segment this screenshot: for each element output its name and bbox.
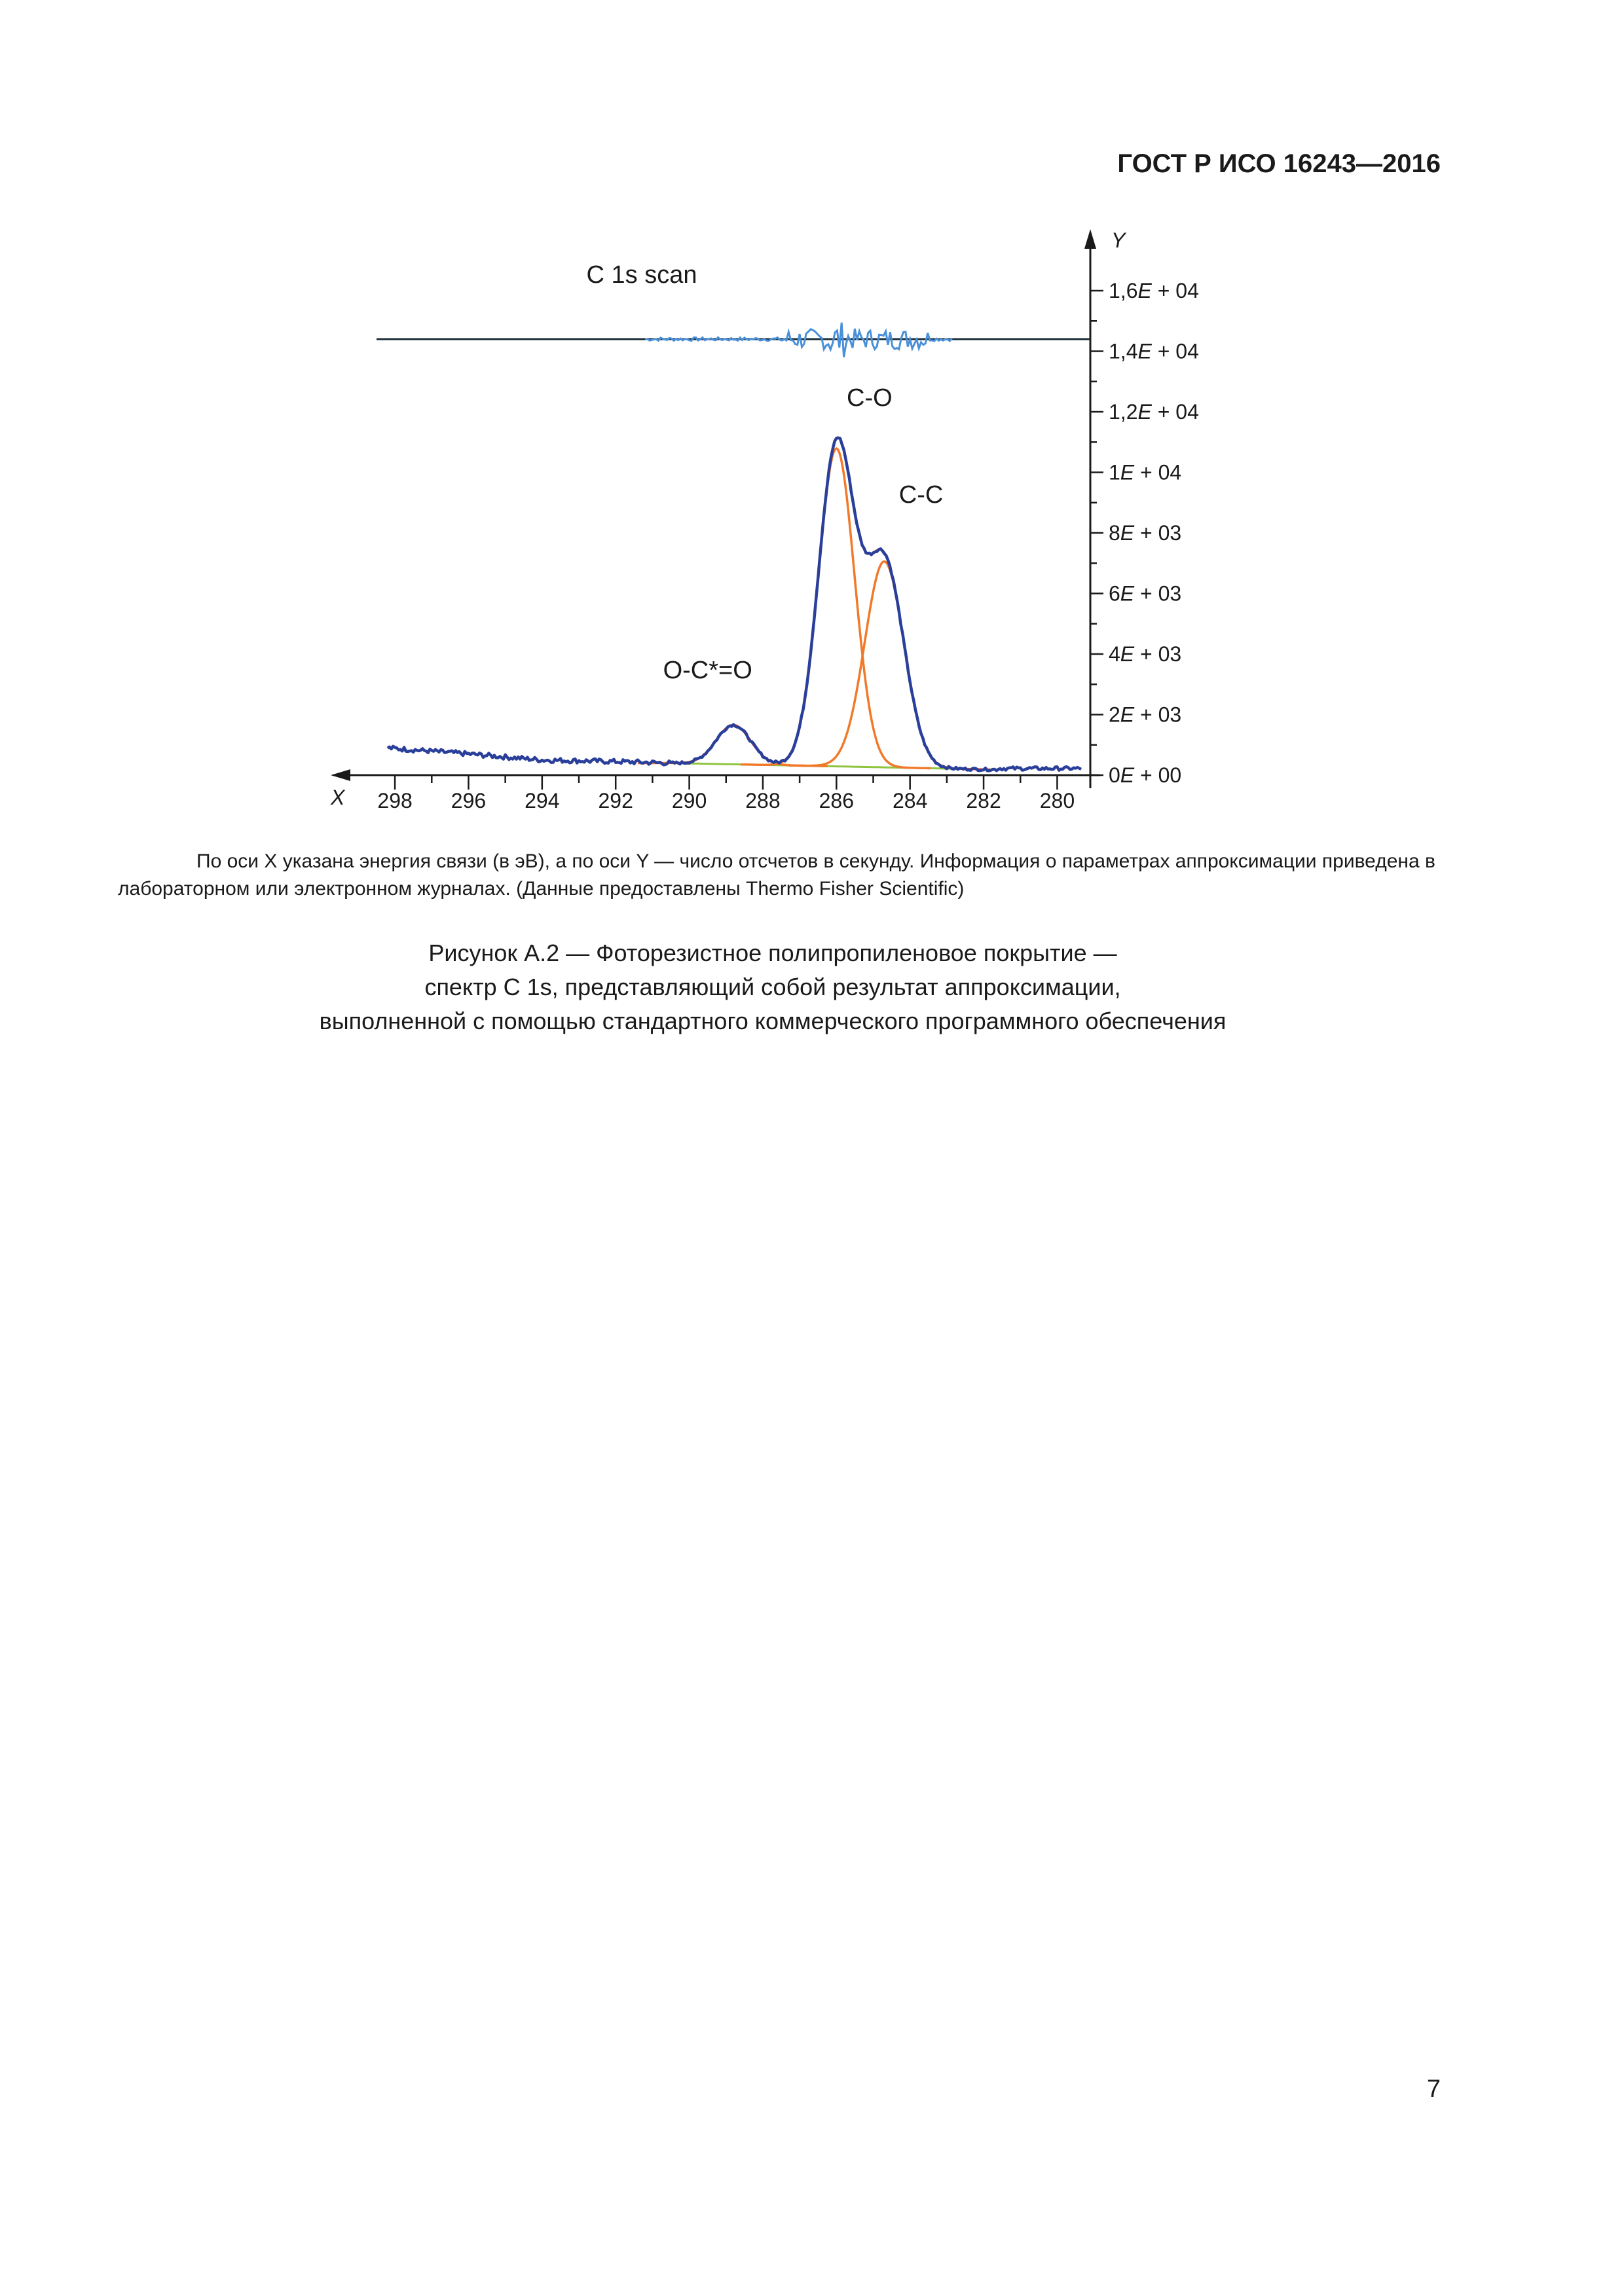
y-tick-label: 1E + 04: [1109, 460, 1182, 484]
x-tick-label: 292: [598, 789, 633, 812]
page-number: 7: [1426, 2075, 1441, 2103]
chart-axes: [331, 229, 1103, 790]
y-tick-label: 8E + 03: [1109, 521, 1182, 545]
axis-note: По оси X указана энергия связи (в эВ), а по оси Y — число отсчетов в секунду. Информация о параметрах аппроксимации приведена в лабораторном или электронном журналах. (Данные предоставлены Thermo Fisher Scientific): [118, 850, 1435, 900]
x-tick-label: 282: [966, 789, 1001, 812]
y-tick-label: 1,4E + 04: [1109, 339, 1199, 363]
caption-line-3: выполненной с помощью стандартного коммерческого программного обеспечения: [319, 1008, 1227, 1034]
y-axis-title: Y: [1111, 228, 1126, 252]
chart-labels: [330, 228, 1199, 812]
peak-label: C-O: [847, 384, 893, 412]
x-axis-arrow: [331, 769, 350, 781]
x-tick-label: 298: [377, 789, 413, 812]
residual-series: [645, 323, 951, 357]
x-tick-label: 284: [892, 789, 928, 812]
xps-c1s-chart: [0, 0, 1624, 845]
x-tick-label: 296: [451, 789, 487, 812]
chart-title: C 1s scan: [586, 261, 697, 289]
peak-label: O-C*=O: [663, 657, 752, 684]
figure-caption: [157, 936, 1388, 1038]
y-tick-label: 0E + 00: [1109, 763, 1182, 787]
peak-label: C-C: [898, 481, 944, 509]
y-axis-arrow: [1084, 229, 1096, 249]
envelope-series: [388, 438, 1081, 771]
caption-line-2: спектр C 1s, представляющий собой результат аппроксимации,: [424, 974, 1121, 1000]
caption-line-1: Рисунок А.2 — Фоторезистное полипропиленовое покрытие —: [428, 939, 1117, 966]
x-tick-label: 290: [671, 789, 707, 812]
y-tick-label: 6E + 03: [1109, 581, 1182, 606]
x-tick-label: 280: [1039, 789, 1075, 812]
x-tick-label: 286: [819, 789, 855, 812]
x-tick-label: 288: [745, 789, 781, 812]
x-tick-label: 294: [525, 789, 560, 812]
y-tick-label: 1,2E + 04: [1109, 400, 1199, 424]
y-tick-label: 4E + 03: [1109, 642, 1182, 666]
standard-header: ГОСТ Р ИСО 16243—2016: [1117, 149, 1441, 178]
y-tick-label: 1,6E + 04: [1109, 279, 1199, 302]
chart-plot-area: [377, 323, 1090, 771]
y-tick-label: 2E + 03: [1109, 702, 1182, 727]
x-axis-title: X: [331, 786, 345, 809]
